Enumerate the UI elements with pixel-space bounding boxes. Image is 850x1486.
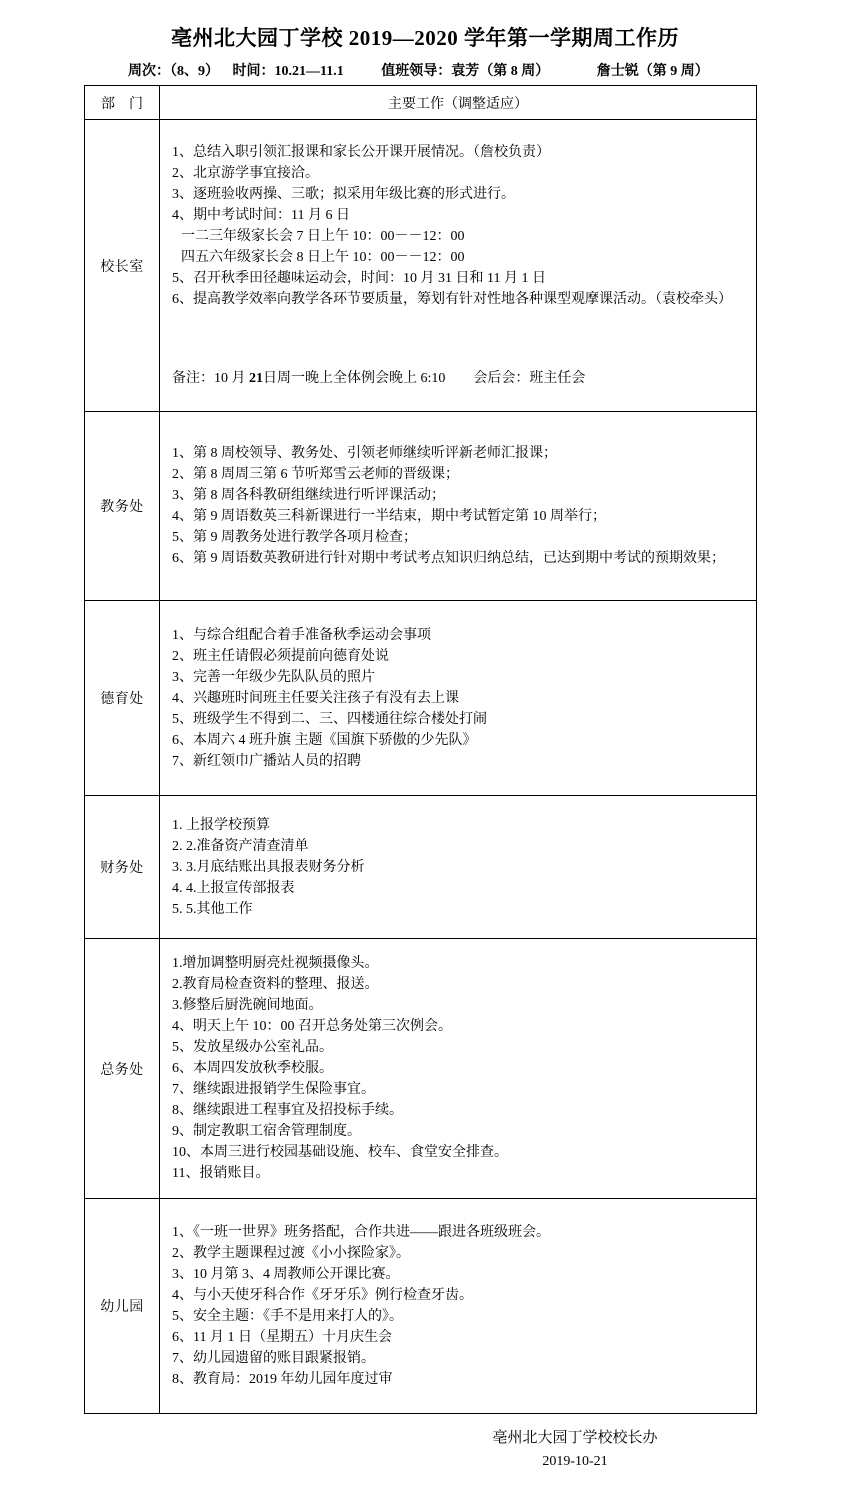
work-item: 9、制定教职工宿舍管理制度。	[172, 1124, 361, 1139]
work-items-cell	[160, 120, 757, 412]
department-cell: 总务处	[85, 939, 160, 1199]
footer-date: 2019-10-21	[542, 1454, 608, 1469]
work-item: 5、发放星级办公室礼品。	[172, 1040, 333, 1055]
week-number-label: 周次：（8、9）	[128, 64, 219, 79]
work-item: 6、本周四发放秋季校服。	[172, 1061, 333, 1076]
department-cell: 德育处	[85, 601, 160, 796]
work-item: 8、教育局：2019 年幼儿园年度过审	[172, 1372, 393, 1387]
table-row	[85, 1199, 757, 1414]
note-suffix: 日周一晚上全体例会晚上 6:10 会后会：班主任会	[263, 371, 586, 386]
work-items-cell	[160, 939, 757, 1199]
table-row	[85, 939, 757, 1199]
work-item: 1.增加调整明厨亮灶视频摄像头。	[172, 956, 379, 971]
department-column-header: 部 门	[85, 86, 160, 120]
page-title: 亳州北大园丁学校 2019—2020 学年第一学期周工作历	[171, 26, 679, 50]
note-bold-date: 21	[249, 371, 263, 386]
work-item: 7、幼儿园遗留的账目跟紧报销。	[172, 1351, 375, 1366]
work-item: 5、班级学生不得到二、三、四楼通往综合楼处打闹	[172, 711, 487, 727]
footer-block	[420, 1426, 730, 1474]
department-cell: 教务处	[85, 412, 160, 601]
work-item: 5、第 9 周教务处进行教学各项月检查；	[172, 530, 417, 545]
table-row	[85, 796, 757, 939]
work-item: 2、班主任请假必须提前向德育处说	[172, 648, 389, 664]
table-header-row	[85, 86, 757, 120]
work-items-cell	[160, 412, 757, 601]
work-item: 6、本周六 4 班升旗 主题《国旗下骄傲的少先队》	[172, 732, 477, 748]
work-item: 4、与小天使牙科合作《牙牙乐》例行检查牙齿。	[172, 1288, 473, 1303]
work-item: 7、继续跟进报销学生保险事宜。	[172, 1082, 375, 1097]
work-item: 1、与综合组配合着手准备秋季运动会事项	[172, 627, 431, 643]
work-item: 3. 3.月底结账出具报表财务分析	[172, 859, 365, 875]
work-item: 4. 4.上报宣传部报表	[172, 880, 295, 896]
work-item: 8、继续跟进工程事宜及招投标手续。	[172, 1103, 403, 1118]
work-item: 2、北京游学事宜接洽。	[172, 166, 319, 181]
work-item: 1. 上报学校预算	[172, 817, 270, 833]
table-row	[85, 120, 757, 412]
work-item: 1、第 8 周校领导、教务处、引领老师继续听评新老师汇报课；	[172, 446, 557, 461]
work-item: 3、第 8 周各科教研组继续进行听评课活动；	[172, 488, 445, 503]
work-item: 4、第 9 周语数英三科新课进行一半结束，期中考试暂定第 10 周举行；	[172, 509, 606, 524]
work-item: 5. 5.其他工作	[172, 901, 253, 917]
work-item: 6、第 9 周语数英教研进行针对期中考试考点知识归纳总结，已达到期中考试的预期效果；	[172, 551, 725, 566]
duty-leader-week8-label: 值班领导：袁芳（第 8 周）	[381, 64, 550, 79]
work-item: 6、11 月 1 日（星期五）十月庆生会	[172, 1330, 392, 1345]
work-item: 四五六年级家长会 8 日上午 10：00－－12：00	[181, 250, 465, 265]
work-item: 10、本周三进行校园基础设施、校车、食堂安全排查。	[172, 1145, 508, 1160]
work-item: 3.修整后厨洗碗间地面。	[172, 998, 323, 1013]
work-item: 11、报销账目。	[172, 1166, 270, 1181]
work-item: 4、明天上午 10：00 召开总务处第三次例会。	[172, 1019, 452, 1034]
work-item: 4、期中考试时间：11 月 6 日	[172, 208, 350, 223]
work-items-cell	[160, 796, 757, 939]
work-item: 2.教育局检查资料的整理、报送。	[172, 977, 379, 992]
subtitle-line	[0, 60, 850, 80]
work-item: 3、10 月第 3、4 周教师公开课比赛。	[172, 1267, 400, 1282]
work-item: 2、第 8 周周三第 6 节听郑雪云老师的晋级课；	[172, 467, 459, 482]
work-item: 3、完善一年级少先队队员的照片	[172, 669, 375, 685]
main-work-column-header: 主要工作（调整适应）	[160, 86, 757, 120]
work-item: 2. 2.准备资产清查清单	[172, 838, 309, 854]
department-cell: 校长室	[85, 120, 160, 412]
work-item: 1、总结入职引领汇报课和家长公开课开展情况。（詹校负责）	[172, 145, 550, 160]
work-item: 4、兴趣班时间班主任要关注孩子有没有去上课	[172, 690, 459, 706]
work-item: 2、教学主题课程过渡《小小探险家》。	[172, 1246, 410, 1261]
work-item: 一二三年级家长会 7 日上午 10：00－－12：00	[181, 229, 465, 244]
work-items-cell	[160, 601, 757, 796]
work-item: 5、安全主题：《手不是用来打人的》。	[172, 1309, 403, 1324]
work-item: 1、《一班一世界》班务搭配，合作共进——跟进各班级班会。	[172, 1225, 550, 1240]
work-item: 3、逐班验收两操、三歌；拟采用年级比赛的形式进行。	[172, 187, 515, 202]
table-row	[85, 412, 757, 601]
work-item: 7、新红领巾广播站人员的招聘	[172, 753, 361, 769]
table-row	[85, 601, 757, 796]
time-range-label: 时间：10.21—11.1	[232, 64, 344, 79]
department-cell: 幼儿园	[85, 1199, 160, 1414]
weekly-work-table	[84, 85, 757, 1414]
duty-leader-week9-label: 詹士锐（第 9 周）	[596, 64, 709, 79]
note-line	[172, 368, 750, 389]
note-prefix: 备注：10 月	[172, 371, 249, 386]
work-items-cell	[160, 1199, 757, 1414]
work-item: 6、提高教学效率向教学各环节要质量，筹划有针对性地各种课型观摩课活动。（袁校牵头）	[172, 292, 732, 307]
work-item: 5、召开秋季田径趣味运动会，时间：10 月 31 日和 11 月 1 日	[172, 271, 546, 286]
department-cell: 财务处	[85, 796, 160, 939]
footer-issuer: 亳州北大园丁学校校长办	[492, 1430, 658, 1446]
